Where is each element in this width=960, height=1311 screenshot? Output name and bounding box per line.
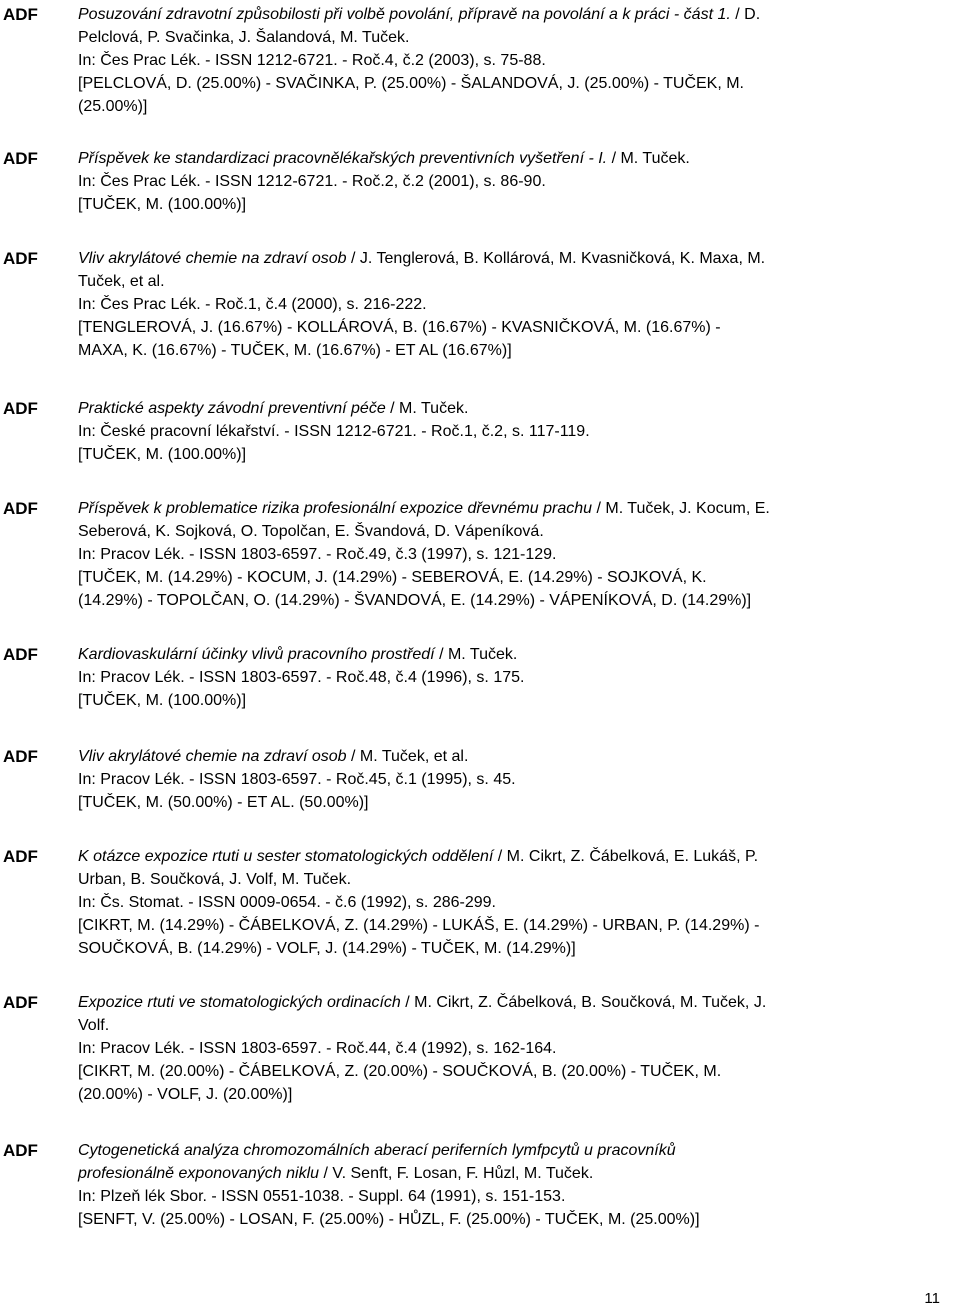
citation-line [78,72,958,95]
publication-title: K otázce expozice rtuti u sester stomatologických oddělení [78,848,494,865]
citation-line [78,891,958,914]
citation-line [78,49,958,72]
citation-line [78,1083,958,1106]
citation-text: In: Čes Prac Lék. - Roč.1, č.4 (2000), s. 216-222. [78,296,427,313]
entry-citation [78,247,958,362]
citation-text: / M. Tuček. [385,400,469,417]
entry-citation [78,745,958,814]
citation-line [78,293,958,316]
citation-text: In: Čs. Stomat. - ISSN 0009-0654. - č.6 (1992), s. 286-299. [78,894,496,911]
citation-line [78,643,958,666]
citation-text: [TUČEK, M. (100.00%)] [78,446,247,463]
citation-text: (20.00%) - VOLF, J. (20.00%)] [78,1086,293,1103]
citation-line [78,95,958,118]
citation-text: / M. Cikrt, Z. Čábelková, E. Lukáš, P. [493,848,759,865]
citation-text: Urban, B. Součková, J. Volf, M. Tuček. [78,871,352,888]
citation-line [78,745,958,768]
entry-category-label: ADF [3,249,38,268]
citation-line [78,1060,958,1083]
citation-text: / M. Cikrt, Z. Čábelková, B. Součková, M. Tuček, J. [400,994,767,1011]
citation-text: [SENFT, V. (25.00%) - LOSAN, F. (25.00%) - HŮZL, F. (25.00%) - TUČEK, M. (25.00%)] [78,1211,700,1228]
citation-line [78,520,958,543]
citation-line [78,170,958,193]
citation-text: (14.29%) - TOPOLČAN, O. (14.29%) - ŠVANDOVÁ, E. (14.29%) - VÁPENÍKOVÁ, D. (14.29%)] [78,592,752,609]
citation-text: Seberová, K. Sojková, O. Topolčan, E. Švandová, D. Vápeníková. [78,523,544,540]
entry-citation [78,1139,958,1231]
citation-line [78,26,958,49]
citation-text: / V. Senft, F. Losan, F. Hůzl, M. Tuček. [319,1165,594,1182]
citation-text: [CIKRT, M. (14.29%) - ČÁBELKOVÁ, Z. (14.29%) - LUKÁŠ, E. (14.29%) - URBAN, P. (14.29%) - [78,917,760,934]
citation-line [78,589,958,612]
citation-line [78,247,958,270]
citation-text: In: Pracov Lék. - ISSN 1803-6597. - Roč.44, č.4 (1992), s. 162-164. [78,1040,557,1057]
entry-category-label: ADF [3,149,38,168]
entry-citation [78,497,958,612]
citation-line [78,937,958,960]
entry-category-label: ADF [3,499,38,518]
citation-line [78,270,958,293]
citation-text: SOUČKOVÁ, B. (14.29%) - VOLF, J. (14.29%) - TUČEK, M. (14.29%)] [78,940,576,957]
citation-line [78,1014,958,1037]
citation-text: / M. Tuček. [607,150,690,167]
citation-line [78,1139,958,1162]
citation-line [78,193,958,216]
citation-line [78,420,958,443]
publication-title: Cytogenetická analýza chromozomálních aberací periferních lymfpcytů u pracovníků [78,1142,676,1159]
citation-text: [CIKRT, M. (20.00%) - ČÁBELKOVÁ, Z. (20.00%) - SOUČKOVÁ, B. (20.00%) - TUČEK, M. [78,1063,722,1080]
citation-text: In: České pracovní lékařství. - ISSN 1212-6721. - Roč.1, č.2, s. 117-119. [78,423,590,440]
citation-line [78,666,958,689]
entry-citation [78,3,958,118]
entry-category-label: ADF [3,5,38,24]
citation-text: [TUČEK, M. (14.29%) - KOCUM, J. (14.29%) - SEBEROVÁ, E. (14.29%) - SOJKOVÁ, K. [78,569,707,586]
citation-line [78,914,958,937]
citation-line [78,3,958,26]
citation-line [78,768,958,791]
publication-title: Vliv akrylátové chemie na zdraví osob [78,748,347,765]
publication-title: Příspěvek ke standardizaci pracovnělékařských preventivních vyšetření - I. [78,150,608,167]
citation-text: In: Pracov Lék. - ISSN 1803-6597. - Roč.48, č.4 (1996), s. 175. [78,669,525,686]
entry-citation [78,991,958,1106]
page-number: 11 [924,1290,940,1307]
citation-text: / M. Tuček. [434,646,518,663]
citation-text: / D. [730,6,761,23]
citation-text: In: Plzeň lék Sbor. - ISSN 0551-1038. - Suppl. 64 (1991), s. 151-153. [78,1188,566,1205]
entry-citation [78,397,958,466]
citation-line [78,397,958,420]
citation-line [78,689,958,712]
citation-line [78,443,958,466]
citation-line [78,991,958,1014]
publication-title: profesionálně exponovaných niklu [78,1165,320,1182]
publication-title: Příspěvek k problematice rizika profesionální expozice dřevnému prachu [78,500,593,517]
citation-text: Volf. [78,1017,110,1034]
citation-line [78,868,958,891]
citation-line [78,1208,958,1231]
citation-text: (25.00%)] [78,98,148,115]
citation-text: [TUČEK, M. (100.00%)] [78,692,247,709]
citation-text: [PELCLOVÁ, D. (25.00%) - SVAČINKA, P. (25.00%) - ŠALANDOVÁ, J. (25.00%) - TUČEK, M. [78,75,744,92]
publication-title: Posuzování zdravotní způsobilosti při volbě povolání, přípravě na povolání a k práci - část 1. [78,6,731,23]
citation-text: In: Pracov Lék. - ISSN 1803-6597. - Roč.45, č.1 (1995), s. 45. [78,771,516,788]
entry-category-label: ADF [3,993,38,1012]
citation-line [78,1162,958,1185]
publication-title: Praktické aspekty závodní preventivní péče [78,400,386,417]
citation-line [78,1037,958,1060]
citation-text: / M. Tuček, J. Kocum, E. [592,500,770,517]
citation-line [78,845,958,868]
citation-line [78,147,958,170]
citation-line [78,316,958,339]
citation-text: [TUČEK, M. (50.00%) - ET AL. (50.00%)] [78,794,369,811]
citation-line [78,791,958,814]
entry-category-label: ADF [3,847,38,866]
citation-text: [TENGLEROVÁ, J. (16.67%) - KOLLÁROVÁ, B. (16.67%) - KVASNIČKOVÁ, M. (16.67%) - [78,319,721,336]
entry-category-label: ADF [3,747,38,766]
citation-text: Pelclová, P. Svačinka, J. Šalandová, M. Tuček. [78,29,410,46]
citation-text: MAXA, K. (16.67%) - TUČEK, M. (16.67%) - ET AL (16.67%)] [78,342,512,359]
entry-citation [78,845,958,960]
citation-text: Tuček, et al. [78,273,165,290]
citation-line [78,497,958,520]
entry-category-label: ADF [3,399,38,418]
entry-citation [78,147,958,216]
entry-category-label: ADF [3,1141,38,1160]
citation-line [78,566,958,589]
citation-text: [TUČEK, M. (100.00%)] [78,196,247,213]
citation-line [78,543,958,566]
citation-line [78,1185,958,1208]
citation-text: In: Čes Prac Lék. - ISSN 1212-6721. - Roč.2, č.2 (2001), s. 86-90. [78,173,546,190]
citation-text: / J. Tenglerová, B. Kollárová, M. Kvasničková, K. Maxa, M. [346,250,766,267]
entry-category-label: ADF [3,645,38,664]
entry-citation [78,643,958,712]
citation-text: In: Čes Prac Lék. - ISSN 1212-6721. - Roč.4, č.2 (2003), s. 75-88. [78,52,546,69]
publication-title: Vliv akrylátové chemie na zdraví osob [78,250,347,267]
citation-text: / M. Tuček, et al. [346,748,469,765]
citation-text: In: Pracov Lék. - ISSN 1803-6597. - Roč.49, č.3 (1997), s. 121-129. [78,546,557,563]
citation-line [78,339,958,362]
publication-title: Expozice rtuti ve stomatologických ordinacích [78,994,401,1011]
publication-title: Kardiovaskulární účinky vlivů pracovního prostředí [78,646,435,663]
